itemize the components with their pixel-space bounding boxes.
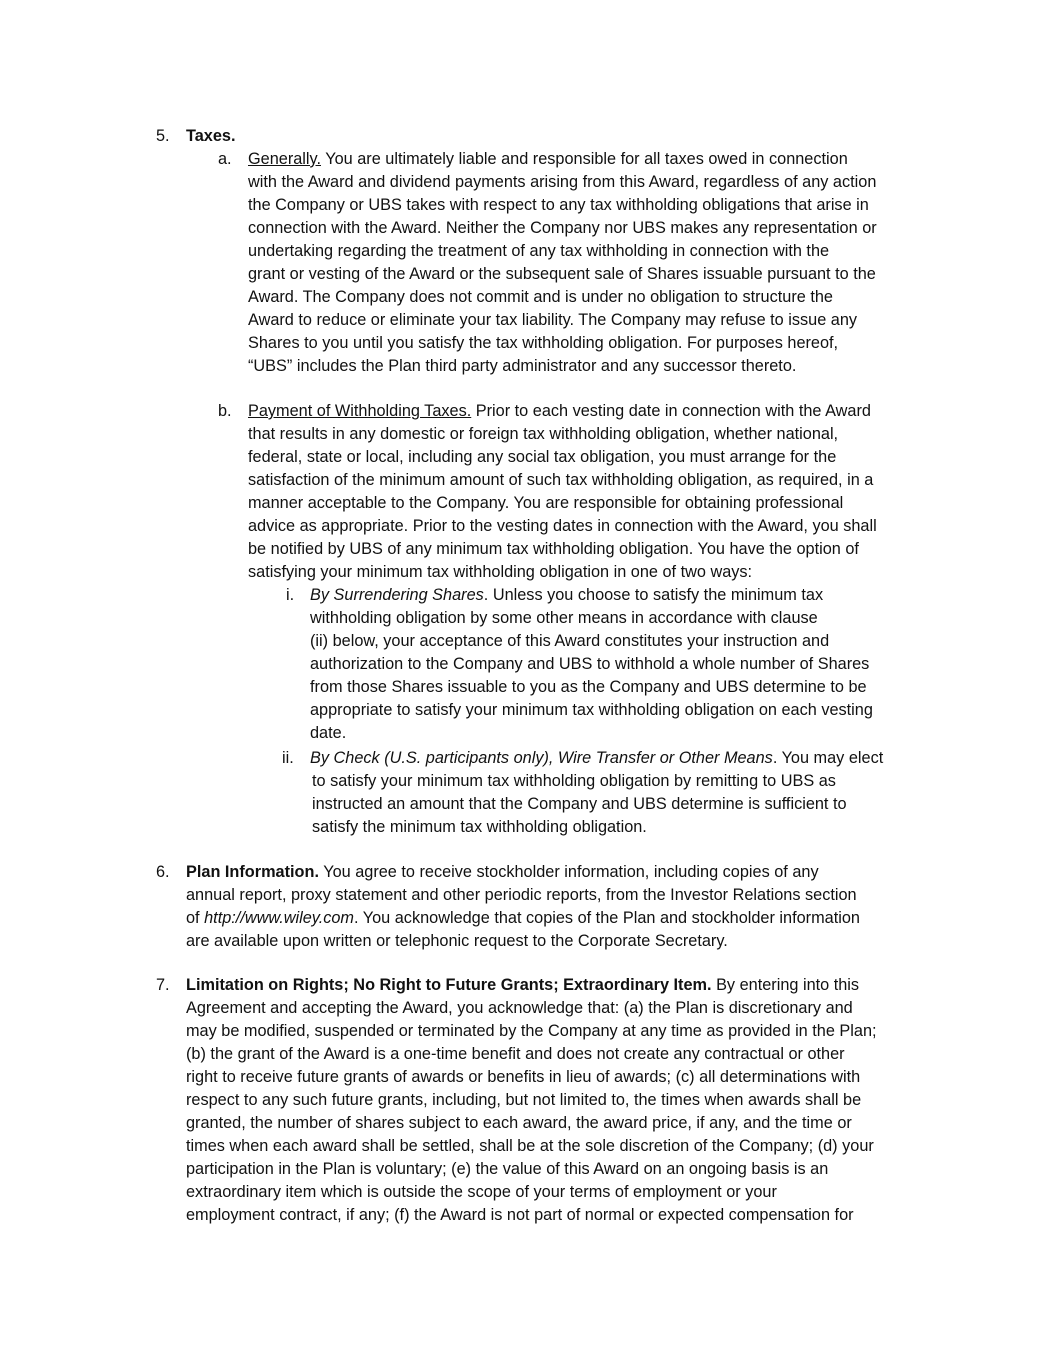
section-5-title: Taxes. bbox=[186, 127, 236, 145]
item-i-line: withholding obligation by some other means in accordance with clause bbox=[310, 609, 818, 627]
item-b-heading: Payment of Withholding Taxes. bbox=[248, 402, 472, 420]
section-6-title: Plan Information. bbox=[186, 863, 319, 881]
section-7-line: participation in the Plan is voluntary; (e) the value of this Award on an ongoing basis is an bbox=[186, 1160, 829, 1178]
item-b-line: advice as appropriate. Prior to the vesting dates in connection with the Award, you shall bbox=[248, 517, 877, 535]
item-a-line: Shares to you until you satisfy the tax withholding obligation. For purposes hereof, bbox=[248, 334, 839, 352]
wiley-url-link[interactable]: http://www.wiley.com bbox=[204, 909, 354, 927]
item-i-line: from those Shares issuable to you as the Company and UBS determine to be bbox=[310, 678, 867, 696]
item-a-line: Award. The Company does not commit and is under no obligation to structure the bbox=[248, 288, 833, 306]
section-7-line: (b) the grant of the Award is a one-time benefit and does not create any contractual or other bbox=[186, 1045, 845, 1063]
item-b-line: that results in any domestic or foreign tax withholding obligation, whether national, bbox=[248, 425, 839, 443]
section-7-number: 7. bbox=[156, 976, 170, 994]
item-ii-line: to satisfy your minimum tax withholding obligation by remitting to UBS as bbox=[312, 772, 836, 790]
section-7-line: respect to any such future grants, including, but not limited to, the times when awards shall be bbox=[186, 1091, 862, 1109]
item-i-line: authorization to the Company and UBS to withhold a whole number of Shares bbox=[310, 655, 870, 673]
item-ii-line: By Check (U.S. participants only), Wire Transfer or Other Means. You may elect bbox=[310, 749, 884, 767]
section-7-line: Limitation on Rights; No Right to Future Grants; Extraordinary Item. By entering into this bbox=[186, 976, 860, 994]
section-7-line: times when each award shall be settled, shall be at the sole discretion of the Company; (d) your bbox=[186, 1137, 874, 1155]
item-a-line: “UBS” includes the Plan third party administrator and any successor thereto. bbox=[248, 357, 797, 375]
item-i-marker: i. bbox=[286, 586, 295, 604]
item-a-line: Award to reduce or eliminate your tax liability. The Company may refuse to issue any bbox=[248, 311, 858, 329]
item-b-line: manner acceptable to the Company. You are responsible for obtaining professional bbox=[248, 494, 844, 512]
item-a-line: the Company or UBS takes with respect to any tax withholding obligations that arise in bbox=[248, 196, 869, 214]
section-7-line: right to receive future grants of awards or benefits in lieu of awards; (c) all determinations with bbox=[186, 1068, 861, 1086]
item-ii-line: satisfy the minimum tax withholding obligation. bbox=[312, 818, 647, 836]
item-a-heading: Generally. bbox=[248, 150, 321, 168]
item-i-line: appropriate to satisfy your minimum tax withholding obligation on each vesting bbox=[310, 701, 873, 719]
item-i-line: date. bbox=[310, 724, 347, 742]
section-7-line: employment contract, if any; (f) the Award is not part of normal or expected compensation for bbox=[186, 1206, 854, 1224]
item-ii-marker: ii. bbox=[282, 749, 294, 767]
item-a-line: with the Award and dividend payments arising from this Award, regardless of any action bbox=[248, 173, 877, 191]
item-a-line: connection with the Award. Neither the Company nor UBS makes any representation or bbox=[248, 219, 877, 237]
section-7-line: may be modified, suspended or terminated by the Company at any time as provided in the Plan; bbox=[186, 1022, 877, 1040]
section-7-line: extraordinary item which is outside the scope of your terms of employment or your bbox=[186, 1183, 777, 1201]
section-7-line: granted, the number of shares subject to each award, the award price, if any, and the time or bbox=[186, 1114, 852, 1132]
item-i-line: (ii) below, your acceptance of this Award constitutes your instruction and bbox=[310, 632, 830, 650]
item-ii-line: instructed an amount that the Company and UBS determine is sufficient to bbox=[312, 795, 847, 813]
item-b-line: satisfaction of the minimum amount of such tax withholding obligation, as required, in a bbox=[248, 471, 874, 489]
item-a-line: Generally. You are ultimately liable and responsible for all taxes owed in connection bbox=[248, 150, 848, 168]
item-a-line: undertaking regarding the treatment of any tax withholding in connection with the bbox=[248, 242, 830, 260]
item-b-line: satisfying your minimum tax withholding obligation in one of two ways: bbox=[248, 563, 753, 581]
section-6-line: annual report, proxy statement and other periodic reports, from the Investor Relations section bbox=[186, 886, 857, 904]
item-b-line: Payment of Withholding Taxes. Prior to each vesting date in connection with the Award bbox=[248, 402, 871, 420]
section-6-line: are available upon written or telephonic request to the Corporate Secretary. bbox=[186, 932, 728, 950]
item-b-line: federal, state or local, including any social tax obligation, you must arrange for the bbox=[248, 448, 837, 466]
item-b-line: be notified by UBS of any minimum tax withholding obligation. You have the option of bbox=[248, 540, 859, 558]
item-i-line: By Surrendering Shares. Unless you choose to satisfy the minimum tax bbox=[310, 586, 824, 604]
item-i-heading: By Surrendering Shares bbox=[310, 586, 484, 604]
item-ii-heading: By Check (U.S. participants only), Wire Transfer or Other Means bbox=[310, 749, 773, 767]
item-b-marker: b. bbox=[218, 402, 232, 420]
section-7-line: Agreement and accepting the Award, you acknowledge that: (a) the Plan is discretionary and bbox=[186, 999, 853, 1017]
section-6-number: 6. bbox=[156, 863, 170, 881]
section-6-line: Plan Information. You agree to receive stockholder information, including copies of any bbox=[186, 863, 819, 881]
section-7-title: Limitation on Rights; No Right to Future Grants; Extraordinary Item. bbox=[186, 976, 712, 994]
section-6-line: of http://www.wiley.com. You acknowledge that copies of the Plan and stockholder information bbox=[186, 909, 860, 927]
item-a-line: grant or vesting of the Award or the subsequent sale of Shares issuable pursuant to the bbox=[248, 265, 876, 283]
item-a-marker: a. bbox=[218, 150, 232, 168]
section-5-number: 5. bbox=[156, 127, 170, 145]
